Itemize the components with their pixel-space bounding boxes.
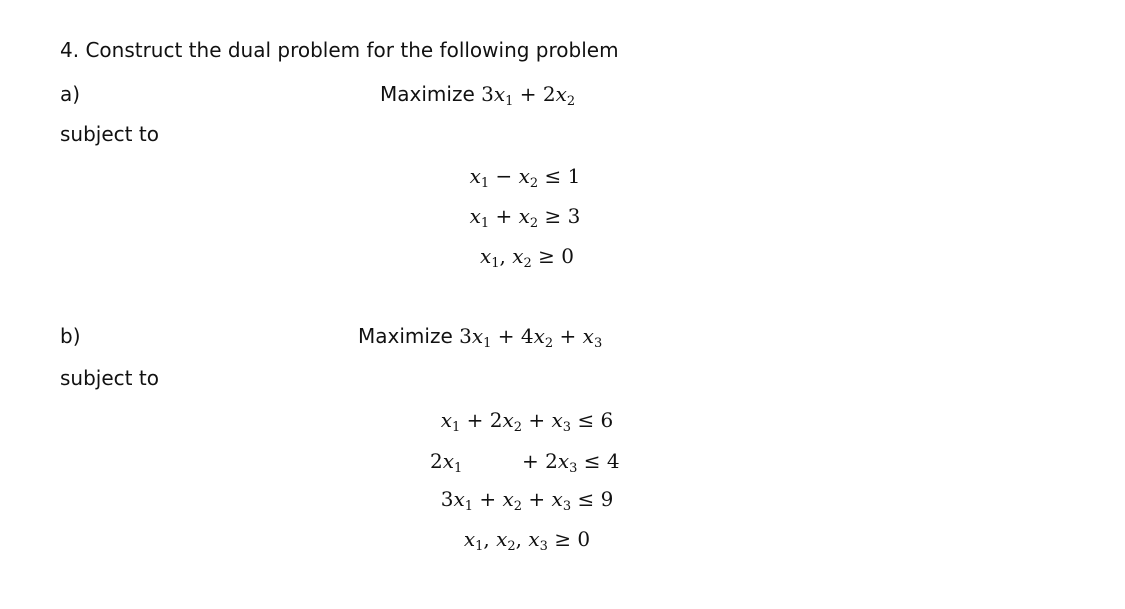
part-b-label: b) [60, 324, 81, 348]
part-a-objective-word: Maximize [380, 82, 475, 106]
part-a-nonnegativity: $x_1$, $x_2 \ge 0$ [479, 244, 575, 271]
part-b-constraint-2-right: + $2x_3 \le 4$ [522, 449, 620, 476]
part-b-objective-expression: $3x_1 + 4x_2 + x_3$ [459, 324, 603, 351]
part-b-nonnegativity: $x_1$, $x_2$, $x_3 \ge 0$ [463, 527, 591, 554]
part-b-objective [358, 324, 603, 351]
part-a-constraint-2: $x_1 + x_2 \ge 3$ [469, 204, 581, 231]
part-b-constraint-1: $x_1 + 2x_2 + x_3 \le 6$ [440, 408, 614, 435]
part-a-objective [380, 82, 576, 109]
part-b-constraint-2-left: $2x_1$ [430, 449, 463, 476]
part-a-subject-to: subject to [60, 122, 159, 146]
part-a-constraint-1: $x_1 - x_2 \le 1$ [469, 164, 581, 191]
part-a-objective-expression: $3x_1 + 2x_2$ [481, 82, 576, 109]
part-b-objective-word: Maximize [358, 324, 453, 348]
part-b-constraint-3: $3x_1 + x_2 + x_3 \le 9$ [440, 487, 614, 514]
part-a-label: a) [60, 82, 81, 106]
part-b-subject-to: subject to [60, 366, 159, 390]
question-title: 4. Construct the dual problem for the following problem [60, 38, 619, 62]
